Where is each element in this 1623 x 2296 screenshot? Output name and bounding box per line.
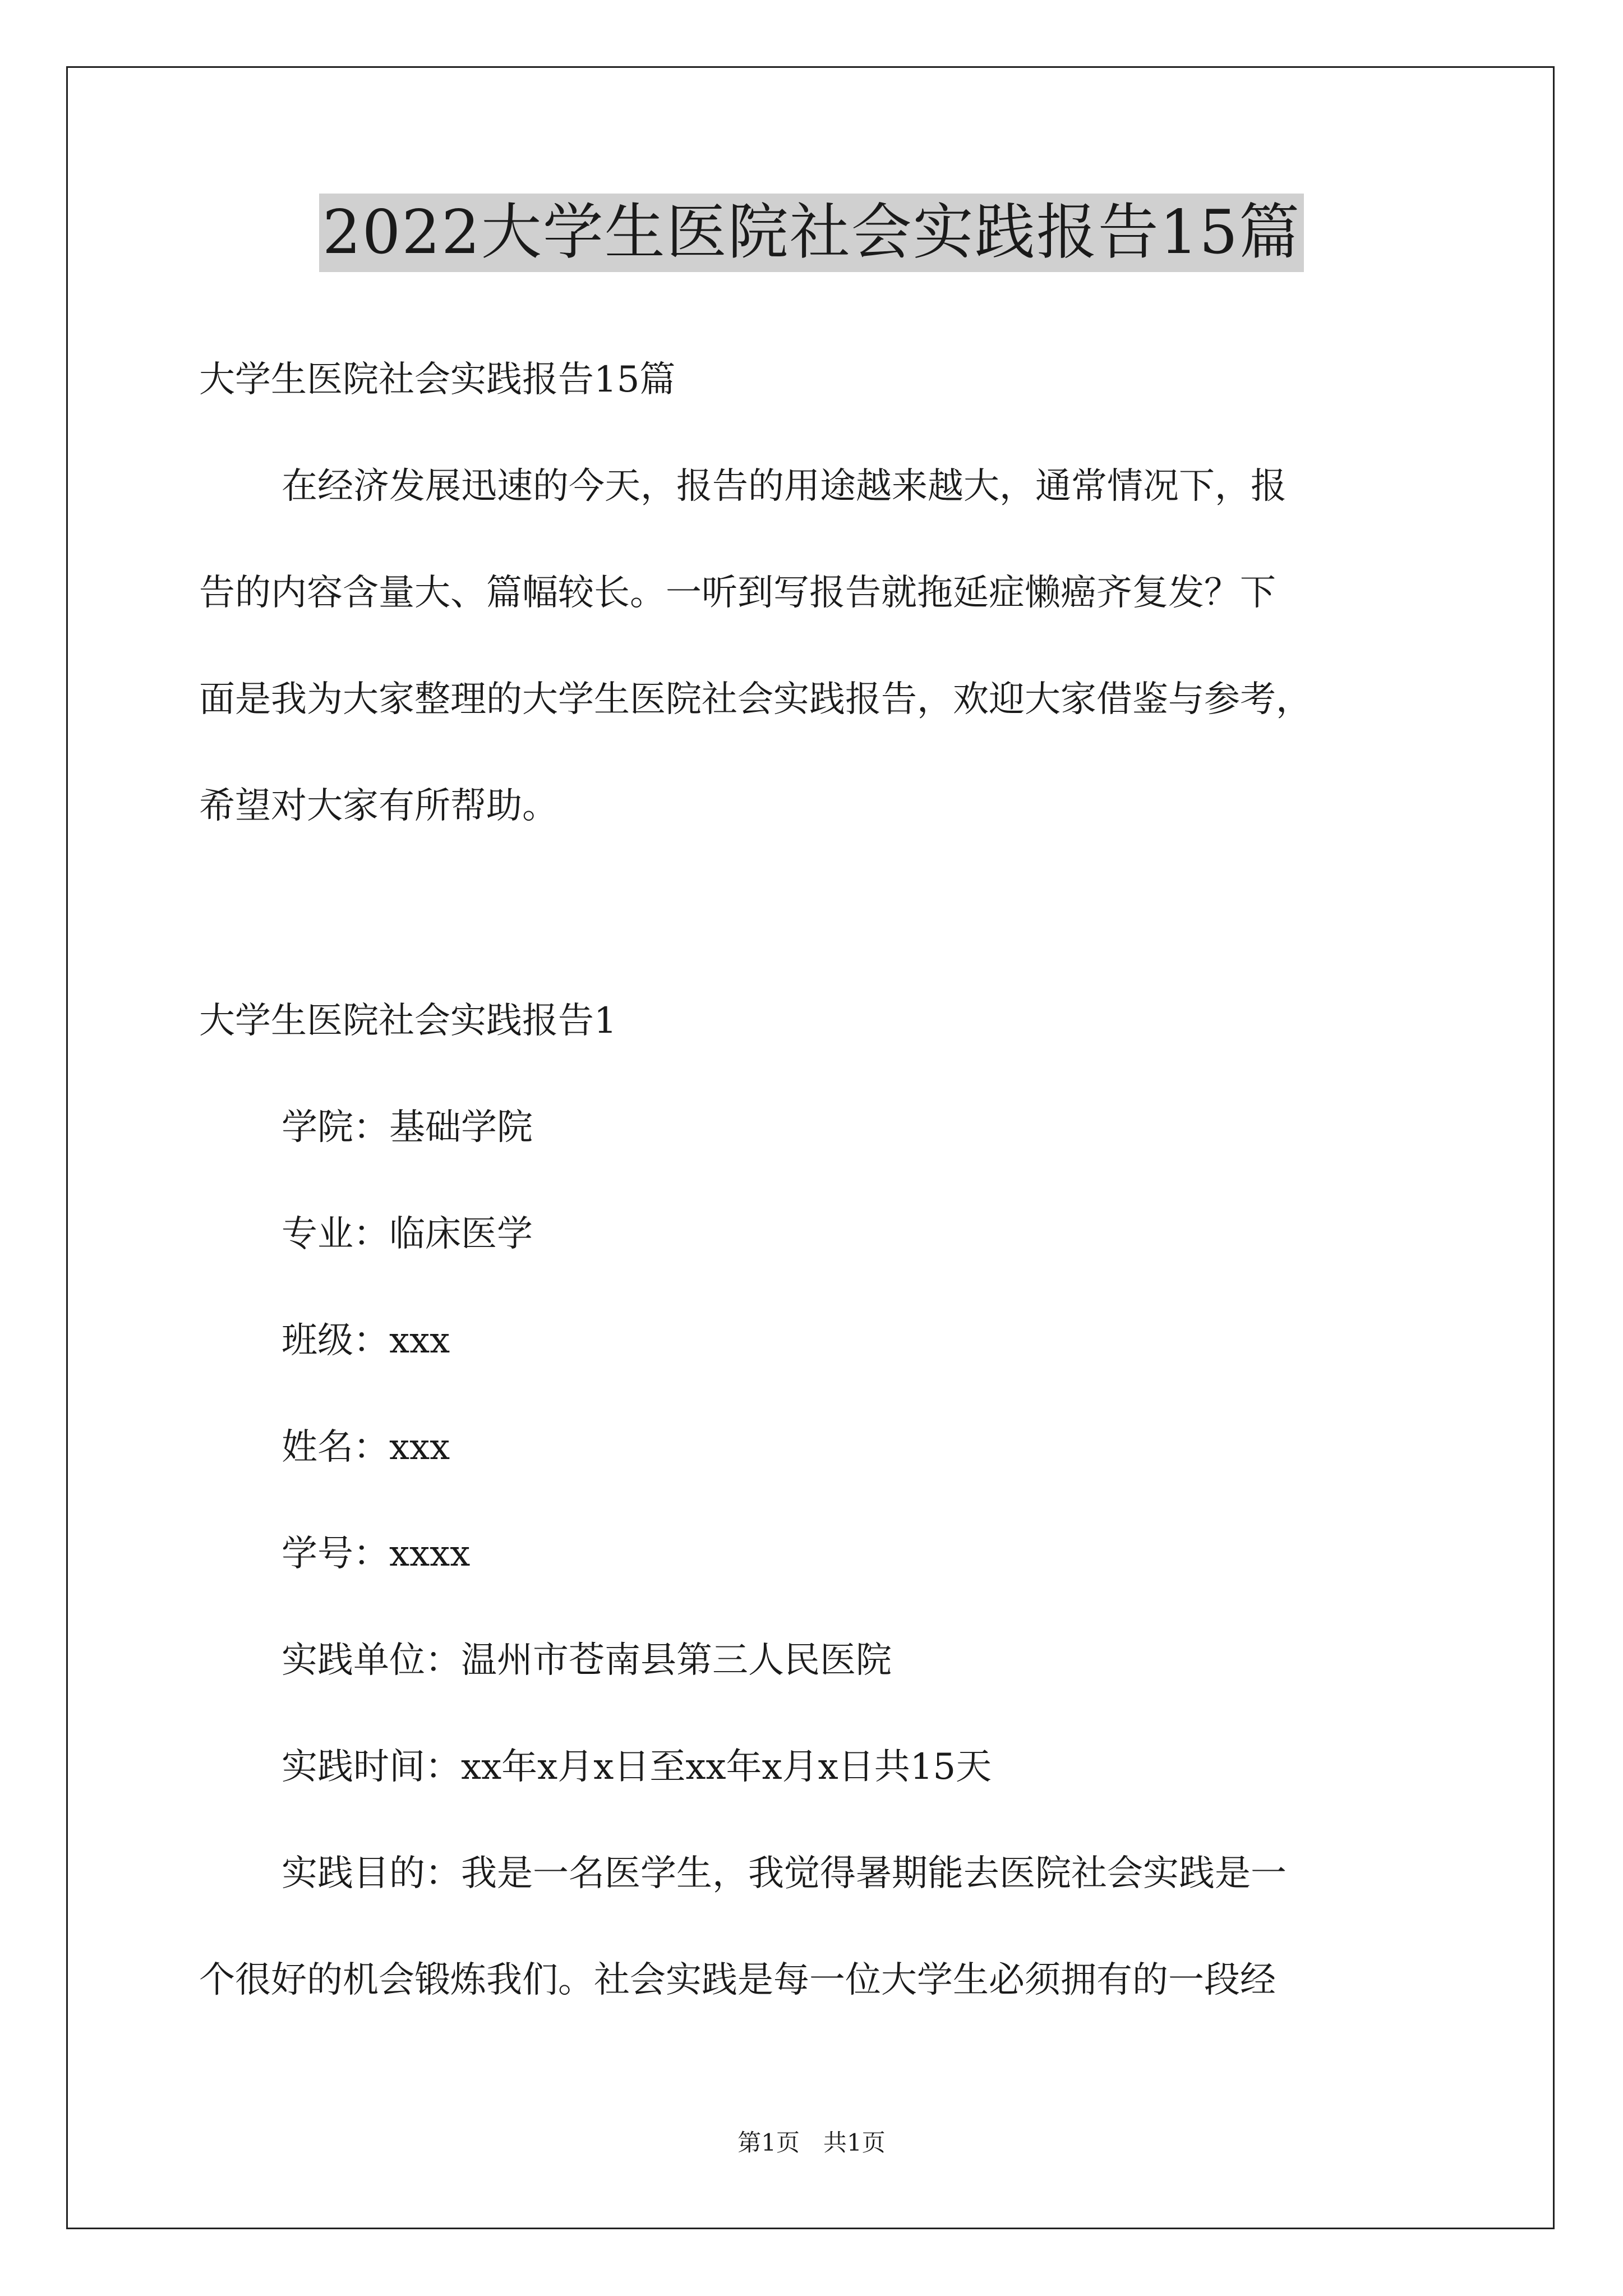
section-heading: 大学生医院社会实践报告1: [199, 1000, 617, 1042]
field-student-id: 学号：xxxx: [282, 1533, 471, 1575]
document-title: 2022大学生医院社会实践报告15篇: [319, 194, 1304, 272]
field-college: 学院：基础学院: [282, 1107, 533, 1148]
field-unit: 实践单位：温州市苍南县第三人民医院: [282, 1640, 892, 1681]
field-major: 专业：临床医学: [282, 1213, 533, 1255]
title-container: [0, 194, 1623, 272]
purpose-line-1: 实践目的：我是一名医学生，我觉得暑期能去医院社会实践是一: [282, 1853, 1287, 1894]
intro-line-1: 在经济发展迅速的今天，报告的用途越来越大，通常情况下，报: [282, 466, 1287, 507]
intro-line-3: 面是我为大家整理的大学生医院社会实践报告，欢迎大家借鉴与参考，: [199, 679, 1312, 720]
field-time: 实践时间：xx年x月x日至xx年x月x日共15天: [282, 1746, 992, 1788]
page-footer: 第1页 共1页: [737, 2129, 886, 2156]
document-subtitle: 大学生医院社会实践报告15篇: [199, 359, 676, 401]
intro-line-2: 告的内容含量大、篇幅较长。一听到写报告就拖延症懒癌齐复发？下: [199, 572, 1276, 614]
field-class: 班级：xxx: [282, 1320, 450, 1361]
purpose-line-2: 个很好的机会锻炼我们。社会实践是每一位大学生必须拥有的一段经: [199, 1959, 1276, 2001]
intro-line-4: 希望对大家有所帮助。: [199, 785, 558, 827]
field-name: 姓名：xxx: [282, 1427, 450, 1468]
